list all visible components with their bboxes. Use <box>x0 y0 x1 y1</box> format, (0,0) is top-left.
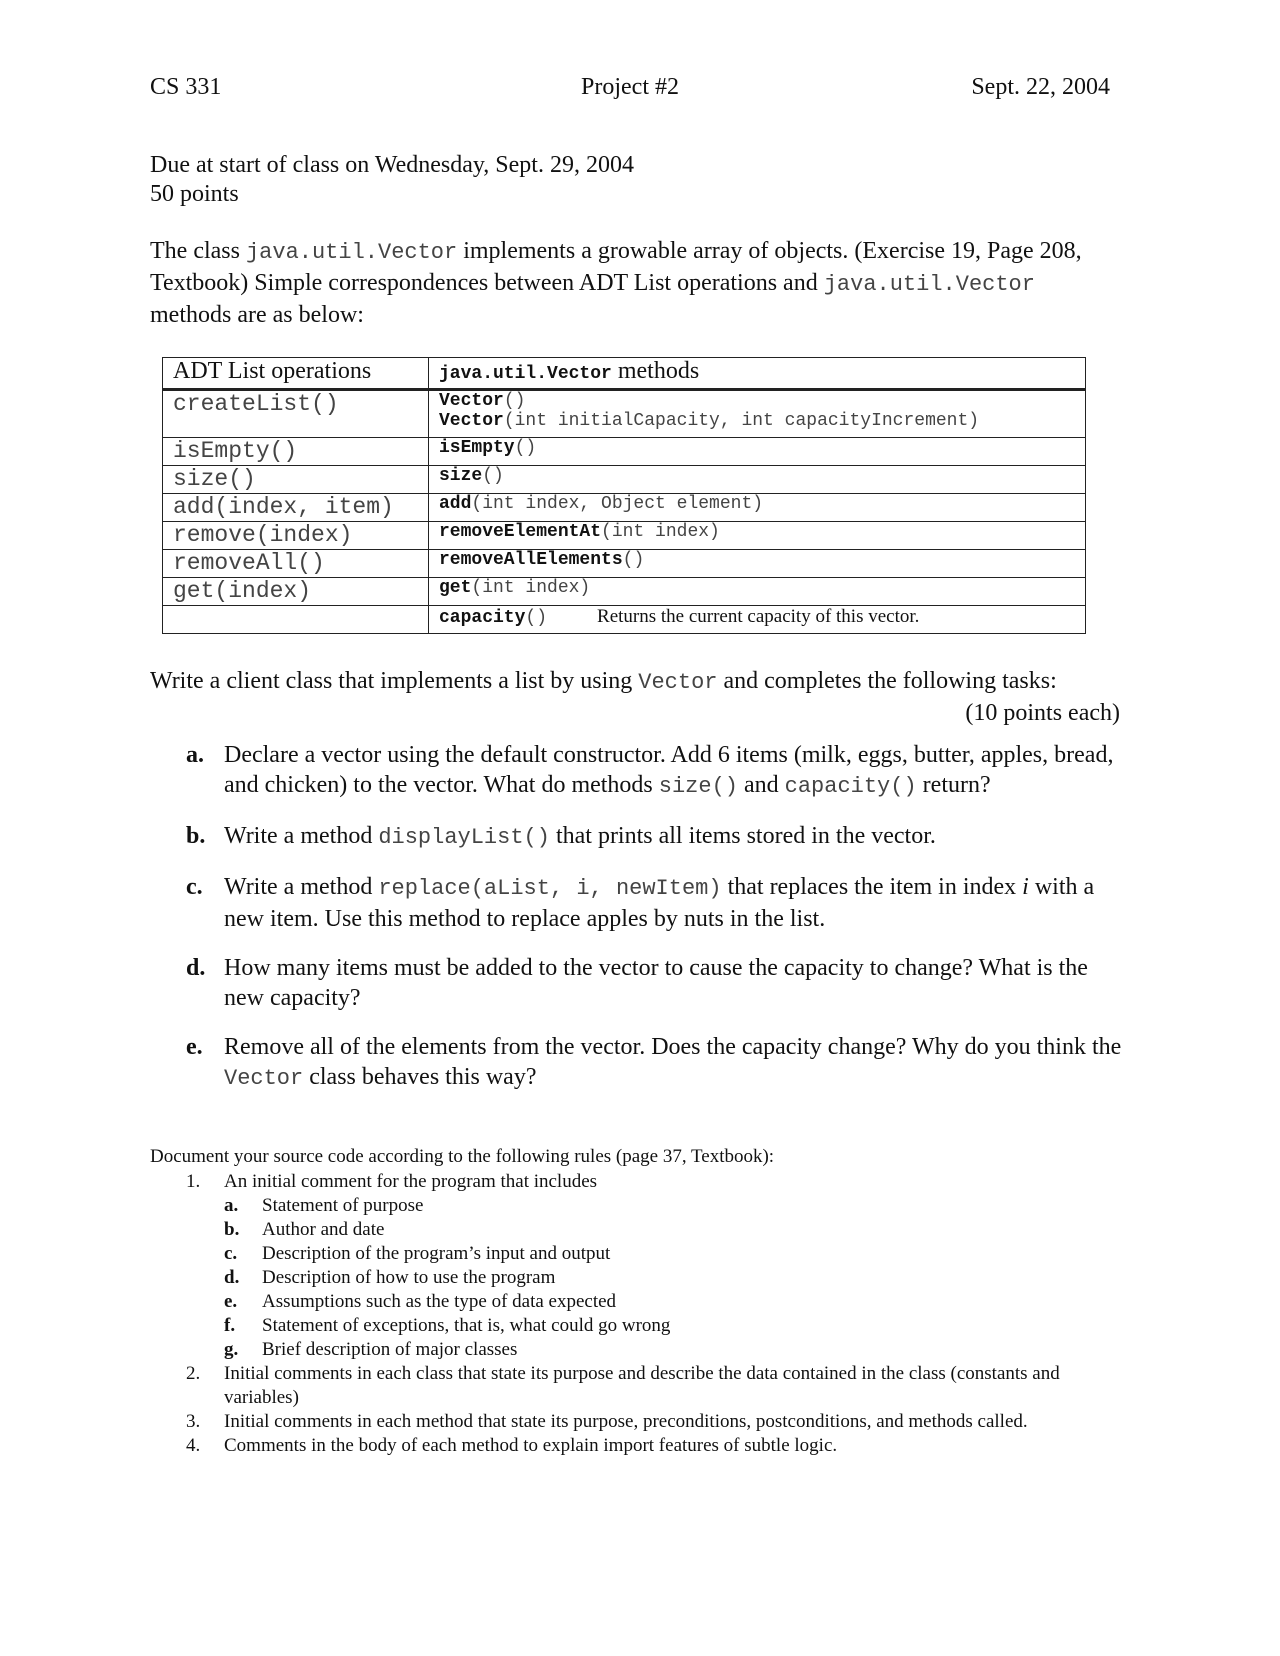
task-intro-text-2: and completes the following tasks: <box>717 668 1057 694</box>
task-text: Declare a vector using the default constructor. Add 6 items (milk, eggs, butter, apples, bread, and chicken) to the vector. What do methods <box>224 742 1114 798</box>
intro-text-3: methods are as below: <box>150 302 364 328</box>
task-code: displayList() <box>378 825 550 850</box>
intro-code-1: java.util.Vector <box>245 240 458 265</box>
rule-number: 4. <box>186 1435 201 1456</box>
vector-args: () <box>525 608 548 628</box>
table-row <box>163 550 1086 578</box>
task-label: c. <box>186 874 203 900</box>
intro-code-2: java.util.Vector <box>823 272 1035 297</box>
due-date: Due at start of class on Wednesday, Sept. 29, 2004 <box>150 152 634 178</box>
rule-sublist <box>224 1194 1126 1362</box>
task-text: that prints all items stored in the vector. <box>549 823 936 849</box>
vector-args: (int index) <box>471 578 591 598</box>
task-text: class behaves this way? <box>303 1064 537 1090</box>
rule-number: 3. <box>186 1411 201 1432</box>
table-header-row <box>163 358 1086 390</box>
task-intro-text-1: Write a client class that implements a list by using <box>150 668 639 694</box>
vector-cell <box>429 438 1086 466</box>
rule-subitem <box>224 1194 1126 1218</box>
vector-cell <box>429 550 1086 578</box>
task-points: (10 points each) <box>965 700 1120 726</box>
table-row <box>163 494 1086 522</box>
subitem-text: Brief description of major classes <box>262 1339 518 1360</box>
col-vector-header-text: methods <box>611 358 700 384</box>
subitem-label: e. <box>224 1291 238 1312</box>
col-adt-header: ADT List operations <box>163 358 429 390</box>
task-item-e <box>186 1032 1126 1094</box>
table-row <box>163 390 1086 438</box>
vector-method: Vector <box>439 391 504 411</box>
rule-subitem <box>224 1266 1126 1290</box>
rule-text: An initial comment for the program that includes <box>224 1171 598 1192</box>
vector-cell <box>429 494 1086 522</box>
due-block <box>150 151 634 209</box>
task-label: b. <box>186 823 206 849</box>
adt-cell <box>163 606 429 634</box>
task-list <box>186 740 1126 1113</box>
vector-args: () <box>482 466 504 486</box>
task-intro-code: Vector <box>638 670 718 695</box>
project-title: Project #2 <box>581 74 679 100</box>
task-intro <box>150 666 1120 728</box>
adt-cell: add(index, item) <box>163 494 429 522</box>
adt-cell: get(index) <box>163 578 429 606</box>
subitem-text: Author and date <box>262 1219 385 1240</box>
header-date: Sept. 22, 2004 <box>971 74 1110 100</box>
capacity-description: Returns the current capacity of this vector. <box>597 606 920 627</box>
page-header <box>150 74 1110 106</box>
col-vector-header <box>429 358 1086 390</box>
task-text: Remove all of the elements from the vector. Does the capacity change? Why do you think the <box>224 1034 1122 1060</box>
rule-subitem <box>224 1218 1126 1242</box>
rule-item <box>186 1170 1126 1194</box>
subitem-text: Description of the program’s input and output <box>262 1243 611 1264</box>
rule-text: Initial comments in each class that state its purpose and describe the data contained in the class (constants and variables) <box>224 1363 1060 1408</box>
subitem-label: a. <box>224 1195 239 1216</box>
task-text: How many items must be added to the vector to cause the capacity to change? What is the new capacity? <box>224 955 1088 1011</box>
rule-text: Initial comments in each method that state its purpose, preconditions, postconditions, and methods called. <box>224 1411 1028 1432</box>
subitem-text: Assumptions such as the type of data expected <box>262 1291 617 1312</box>
vector-args: (int index) <box>601 522 720 542</box>
task-code: replace(aList, i, newItem) <box>378 876 722 901</box>
vector-cell <box>429 390 1086 438</box>
vector-method: size <box>439 466 483 486</box>
task-text: that replaces the item in index <box>721 874 1023 900</box>
subitem-label: c. <box>224 1243 238 1264</box>
table-row <box>163 522 1086 550</box>
intro-text-2: implements a growable array of objects. (Exercise 19, Page 208, Textbook) Simple correspondences between ADT List operations and <box>150 238 1082 296</box>
rule-subitem <box>224 1338 1126 1362</box>
rule-number: 1. <box>186 1171 201 1192</box>
task-item-b <box>186 821 1126 853</box>
table-row <box>163 606 1086 634</box>
vector-method: add <box>439 494 472 514</box>
rule-item <box>186 1410 1126 1434</box>
vector-cell <box>429 578 1086 606</box>
task-code: capacity() <box>784 774 917 799</box>
adt-cell: isEmpty() <box>163 438 429 466</box>
vector-method: removeAllElements <box>439 550 623 570</box>
vector-args: (int initialCapacity, int capacityIncrement) <box>503 411 980 431</box>
subitem-text: Statement of exceptions, that is, what could go wrong <box>262 1315 671 1336</box>
task-italic: i <box>1022 874 1029 900</box>
vector-method: removeElementAt <box>439 522 602 542</box>
rule-item <box>186 1434 1126 1458</box>
subitem-text: Statement of purpose <box>262 1195 424 1216</box>
vector-method: isEmpty <box>439 438 515 458</box>
task-label: a. <box>186 742 204 768</box>
adt-cell: size() <box>163 466 429 494</box>
subitem-label: d. <box>224 1267 240 1288</box>
subitem-text: Description of how to use the program <box>262 1267 556 1288</box>
intro-text-1: The class <box>150 238 246 264</box>
task-label: e. <box>186 1034 203 1060</box>
rule-number: 2. <box>186 1363 201 1384</box>
rule-text: Comments in the body of each method to explain import features of subtle logic. <box>224 1435 838 1456</box>
rules-title: Document your source code according to the following rules (page 37, Textbook): <box>150 1146 775 1167</box>
task-text: with a new item. Use this method to replace apples by nuts in the list. <box>224 874 1095 932</box>
rule-item <box>186 1362 1126 1410</box>
intro-paragraph <box>150 236 1110 330</box>
table-row <box>163 578 1086 606</box>
vector-method: get <box>439 578 472 598</box>
course-code: CS 331 <box>150 74 222 100</box>
rule-subitem <box>224 1290 1126 1314</box>
rule-subitem <box>224 1314 1126 1338</box>
task-text: return? <box>916 772 991 798</box>
vector-method: capacity <box>439 608 526 628</box>
task-code: Vector <box>224 1066 304 1091</box>
vector-cell <box>429 522 1086 550</box>
task-code: size() <box>658 774 738 799</box>
task-text: and <box>737 772 785 798</box>
task-text: Write a method <box>224 874 379 900</box>
table-row <box>163 466 1086 494</box>
vector-method: Vector <box>439 411 504 431</box>
subitem-label: g. <box>224 1339 239 1360</box>
task-text: Write a method <box>224 823 379 849</box>
task-item-a <box>186 740 1126 802</box>
rules-list <box>186 1170 1126 1458</box>
task-item-c <box>186 872 1126 934</box>
subitem-label: f. <box>224 1315 236 1336</box>
points-total: 50 points <box>150 181 239 207</box>
vector-cell <box>429 606 1086 634</box>
vector-args: (int index, Object element) <box>471 494 764 514</box>
operations-table <box>162 357 1086 634</box>
vector-args: () <box>514 438 537 458</box>
adt-cell: removeAll() <box>163 550 429 578</box>
vector-args: () <box>622 550 645 570</box>
subitem-label: b. <box>224 1219 240 1240</box>
adt-cell: remove(index) <box>163 522 429 550</box>
col-vector-header-code: java.util.Vector <box>439 364 612 384</box>
task-item-d <box>186 953 1126 1013</box>
table-row <box>163 438 1086 466</box>
task-label: d. <box>186 955 206 981</box>
vector-args: () <box>503 391 526 411</box>
rule-subitem <box>224 1242 1126 1266</box>
adt-cell: createList() <box>163 390 429 438</box>
vector-cell <box>429 466 1086 494</box>
